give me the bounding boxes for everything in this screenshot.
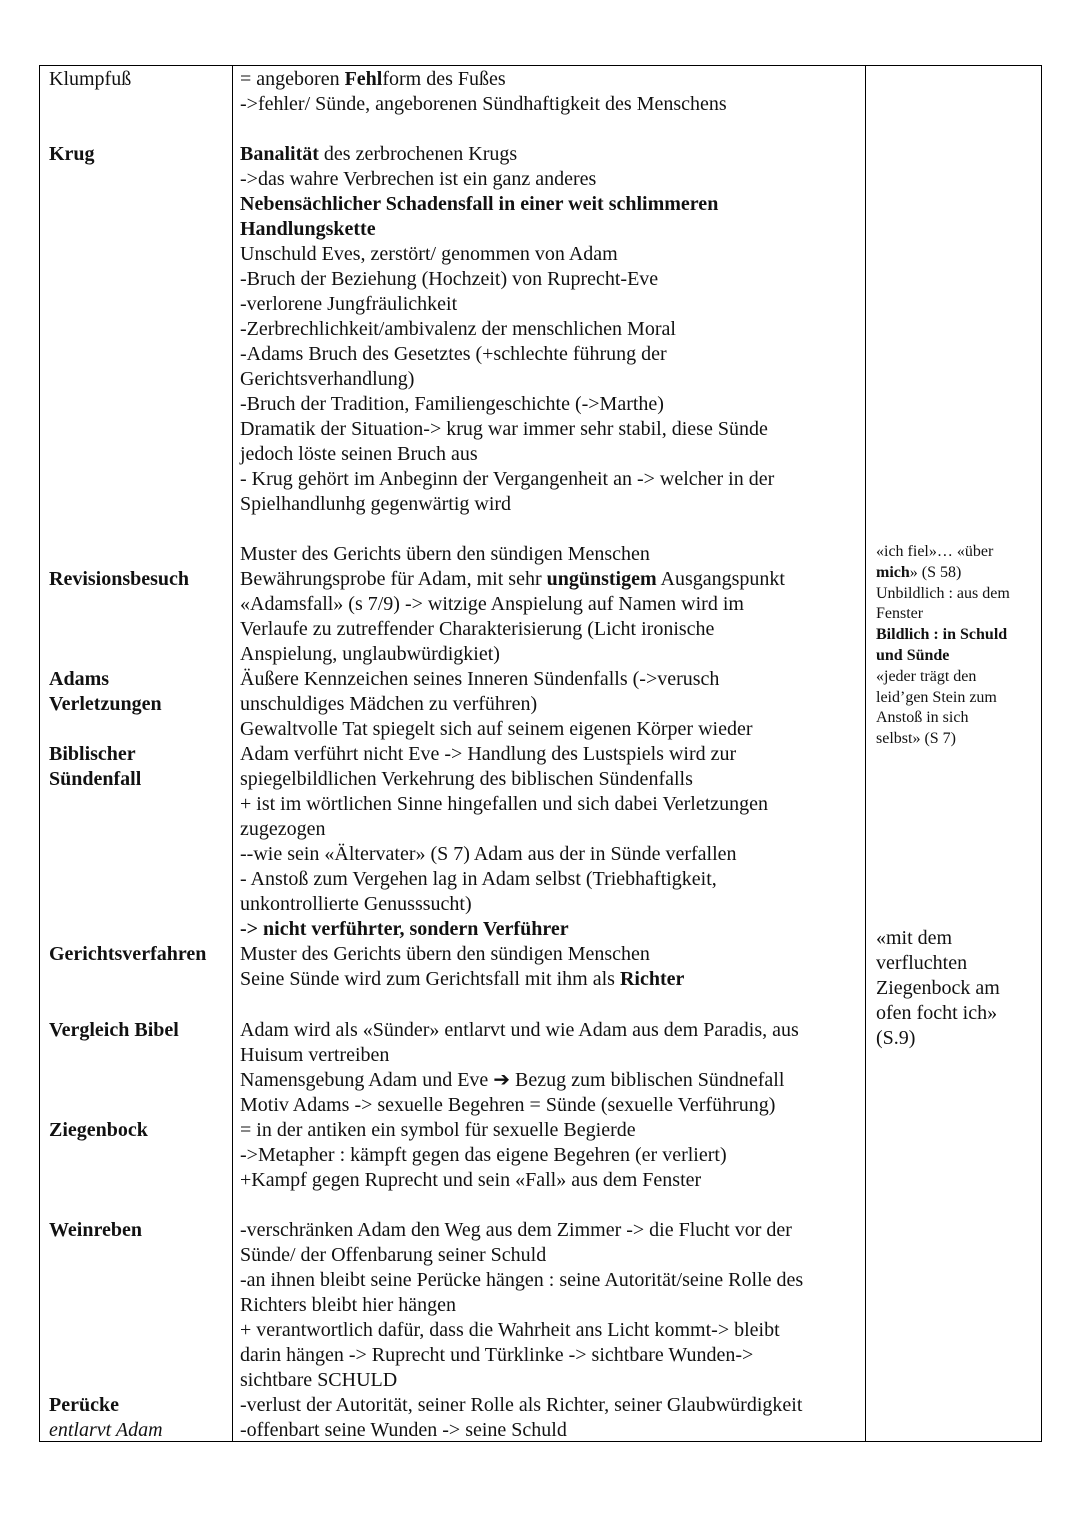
text-line: Handlungskette <box>240 218 376 240</box>
text-line: -> nicht verführter, sondern Verführer <box>240 918 569 940</box>
text-line: Gerichtsverhandlung) <box>240 368 415 390</box>
row-label-adams-verletzungen <box>49 667 162 717</box>
label-line: Sündenfall <box>49 768 142 790</box>
text-line: spiegelbildlichen Verkehrung des biblischen Sündenfalls <box>240 768 693 790</box>
content-klumpfuss <box>240 67 862 117</box>
text-line: sichtbare SCHULD <box>240 1369 398 1391</box>
text-line: Namensgebung Adam und Eve ➔ Bezug zum biblischen Sündnefall <box>240 1069 785 1091</box>
text-line: Verlaufe zu zutreffender Charakterisierung (Licht ironische <box>240 618 715 640</box>
text-line: ->das wahre Verbrechen ist ein ganz anderes <box>240 168 597 190</box>
note-line: und Sünde <box>876 646 950 664</box>
row-label-krug: Krug <box>49 143 95 165</box>
row-label-weinreben: Weinreben <box>49 1219 142 1241</box>
text-line: Seine Sünde wird zum Gerichtsfall mit ihm als Richter <box>240 968 685 990</box>
note-line: Anstoß in sich <box>876 709 969 727</box>
text-line: -Bruch der Tradition, Familiengeschichte (->Marthe) <box>240 393 664 415</box>
text-line: -offenbart seine Wunden -> seine Schuld <box>240 1419 567 1441</box>
note-line: «ich fiel»… «über <box>876 543 994 560</box>
text-line: Äußere Kennzeichen seines Inneren Sündenfalls (->verusch <box>240 668 720 690</box>
text-line: Sünde/ der Offenbarung seiner Schuld <box>240 1244 547 1266</box>
row-label-gerichtsverfahren: Gerichtsverfahren <box>49 943 207 965</box>
row-label-klumpfuss: Klumpfuß <box>49 68 132 90</box>
note-line: Ziegenbock am <box>876 977 1000 999</box>
text-line: Unschuld Eves, zerstört/ genommen von Adam <box>240 243 618 265</box>
note-line: verfluchten <box>876 952 968 974</box>
note-line: selbst» (S 7) <box>876 730 956 748</box>
note-line: ofen focht ich» <box>876 1002 998 1024</box>
row-label-vergleich-bibel: Vergleich Bibel <box>49 1019 179 1041</box>
text-line: Bewährungsprobe für Adam, mit sehr ungünstigem Ausgangspunkt <box>240 568 785 590</box>
text-line: ->fehler/ Sünde, angeborenen Sündhaftigkeit des Menschens <box>240 93 727 115</box>
text-line: Adam verführt nicht Eve -> Handlung des Lustspiels wird zur <box>240 743 737 765</box>
row-label-biblischer-suendenfall <box>49 742 141 792</box>
content-vergleich <box>240 1018 862 1193</box>
text-line: + ist im wörtlichen Sinne hingefallen und sich dabei Verletzungen <box>240 793 769 815</box>
content-revision <box>240 542 862 992</box>
text-line: --wie sein «Ältervater» (S 7) Adam aus der in Sünde verfallen <box>240 843 737 865</box>
text-line: Huisum vertreiben <box>240 1044 390 1066</box>
content-weinreben <box>240 1218 862 1443</box>
row-sublabel: entlarvt Adam <box>49 1419 163 1441</box>
text-line: zugezogen <box>240 818 326 840</box>
note-line: leid’gen Stein zum <box>876 688 997 706</box>
text-line: Gewaltvolle Tat spiegelt sich auf seinem eigenen Körper wieder <box>240 718 753 740</box>
text-line: -verlorene Jungfräulichkeit <box>240 293 458 315</box>
text-line: + verantwortlich dafür, dass die Wahrheit ans Licht kommt-> bleibt <box>240 1319 780 1341</box>
text-line: unschuldiges Mädchen zu verführen) <box>240 693 538 715</box>
note-line: «jeder trägt den <box>876 667 977 685</box>
row-label-peruecke <box>49 1393 163 1443</box>
text-line: unkontrollierte Genusssucht) <box>240 893 472 915</box>
text-line: Banalität des zerbrochenen Krugs <box>240 143 518 165</box>
label-line: Perücke <box>49 1394 119 1416</box>
text-line: Anspielung, unglaubwürdigkiet) <box>240 643 500 665</box>
text-line: Muster des Gerichts übern den sündigen Menschen <box>240 543 650 565</box>
text-line: «Adamsfall» (s 7/9) -> witzige Anspielung auf Namen wird im <box>240 593 744 615</box>
note-line: mich» (S 58) <box>876 563 962 581</box>
note-line: «mit dem <box>876 927 953 949</box>
text-line: -an ihnen bleibt seine Perücke hängen : seine Autorität/seine Rolle des <box>240 1269 804 1291</box>
text-line: ->Metapher : kämpft gegen das eigene Begehren (er verliert) <box>240 1144 727 1166</box>
text-line: Dramatik der Situation-> krug war immer sehr stabil, diese Sünde <box>240 418 768 440</box>
text-line: Nebensächlicher Schadensfall in einer weit schlimmeren <box>240 193 719 215</box>
content-krug <box>240 142 862 517</box>
label-line: Adams <box>49 668 110 690</box>
note-line: Fenster <box>876 605 924 623</box>
note-line: (S.9) <box>876 1027 916 1049</box>
text-line: - Anstoß zum Vergehen lag in Adam selbst (Triebhaftigkeit, <box>240 868 717 890</box>
text-line: +Kampf gegen Ruprecht und sein «Fall» aus dem Fenster <box>240 1169 702 1191</box>
text-line: Adam wird als «Sünder» entlarvt und wie Adam aus dem Paradis, aus <box>240 1019 799 1041</box>
label-line: Verletzungen <box>49 693 162 715</box>
column-divider <box>232 65 233 1442</box>
text-line: jedoch löste seinen Bruch aus <box>240 443 478 465</box>
column-divider <box>865 65 866 1442</box>
text-line: - Krug gehört im Anbeginn der Vergangenheit an -> welcher in der <box>240 468 775 490</box>
text-line: Muster des Gerichts übern den sündigen Menschen <box>240 943 650 965</box>
text-line: -Zerbrechlichkeit/ambivalenz der menschlichen Moral <box>240 318 676 340</box>
text-line: Spielhandlunhg gegenwärtig wird <box>240 493 512 515</box>
text-line: = angeboren Fehlform des Fußes <box>240 68 506 90</box>
text-line: -verschränken Adam den Weg aus dem Zimmer -> die Flucht vor der <box>240 1219 792 1241</box>
side-note-ziegenbock <box>876 926 1038 1051</box>
text-line: = in der antiken ein symbol für sexuelle Begierde <box>240 1119 636 1141</box>
note-line: Unbildlich : aus dem <box>876 584 1010 602</box>
row-label-revisionsbesuch: Revisionsbesuch <box>49 568 190 590</box>
label-line: Biblischer <box>49 743 136 765</box>
note-line: Bildlich : in Schuld <box>876 626 1008 644</box>
side-note-quotes <box>876 542 1038 750</box>
text-line: darin hängen -> Ruprecht und Türklinke -> sichtbare Wunden-> <box>240 1344 754 1366</box>
text-line: Richters bleibt hier hängen <box>240 1294 457 1316</box>
text-line: -Bruch der Beziehung (Hochzeit) von Ruprecht-Eve <box>240 268 659 290</box>
text-line: -verlust der Autorität, seiner Rolle als Richter, seiner Glaubwürdigkeit <box>240 1394 803 1416</box>
text-line: -Adams Bruch des Gesetztes (+schlechte führung der <box>240 343 667 365</box>
row-label-ziegenbock: Ziegenbock <box>49 1119 148 1141</box>
text-line: Motiv Adams -> sexuelle Begehren = Sünde (sexuelle Verführung) <box>240 1094 776 1116</box>
